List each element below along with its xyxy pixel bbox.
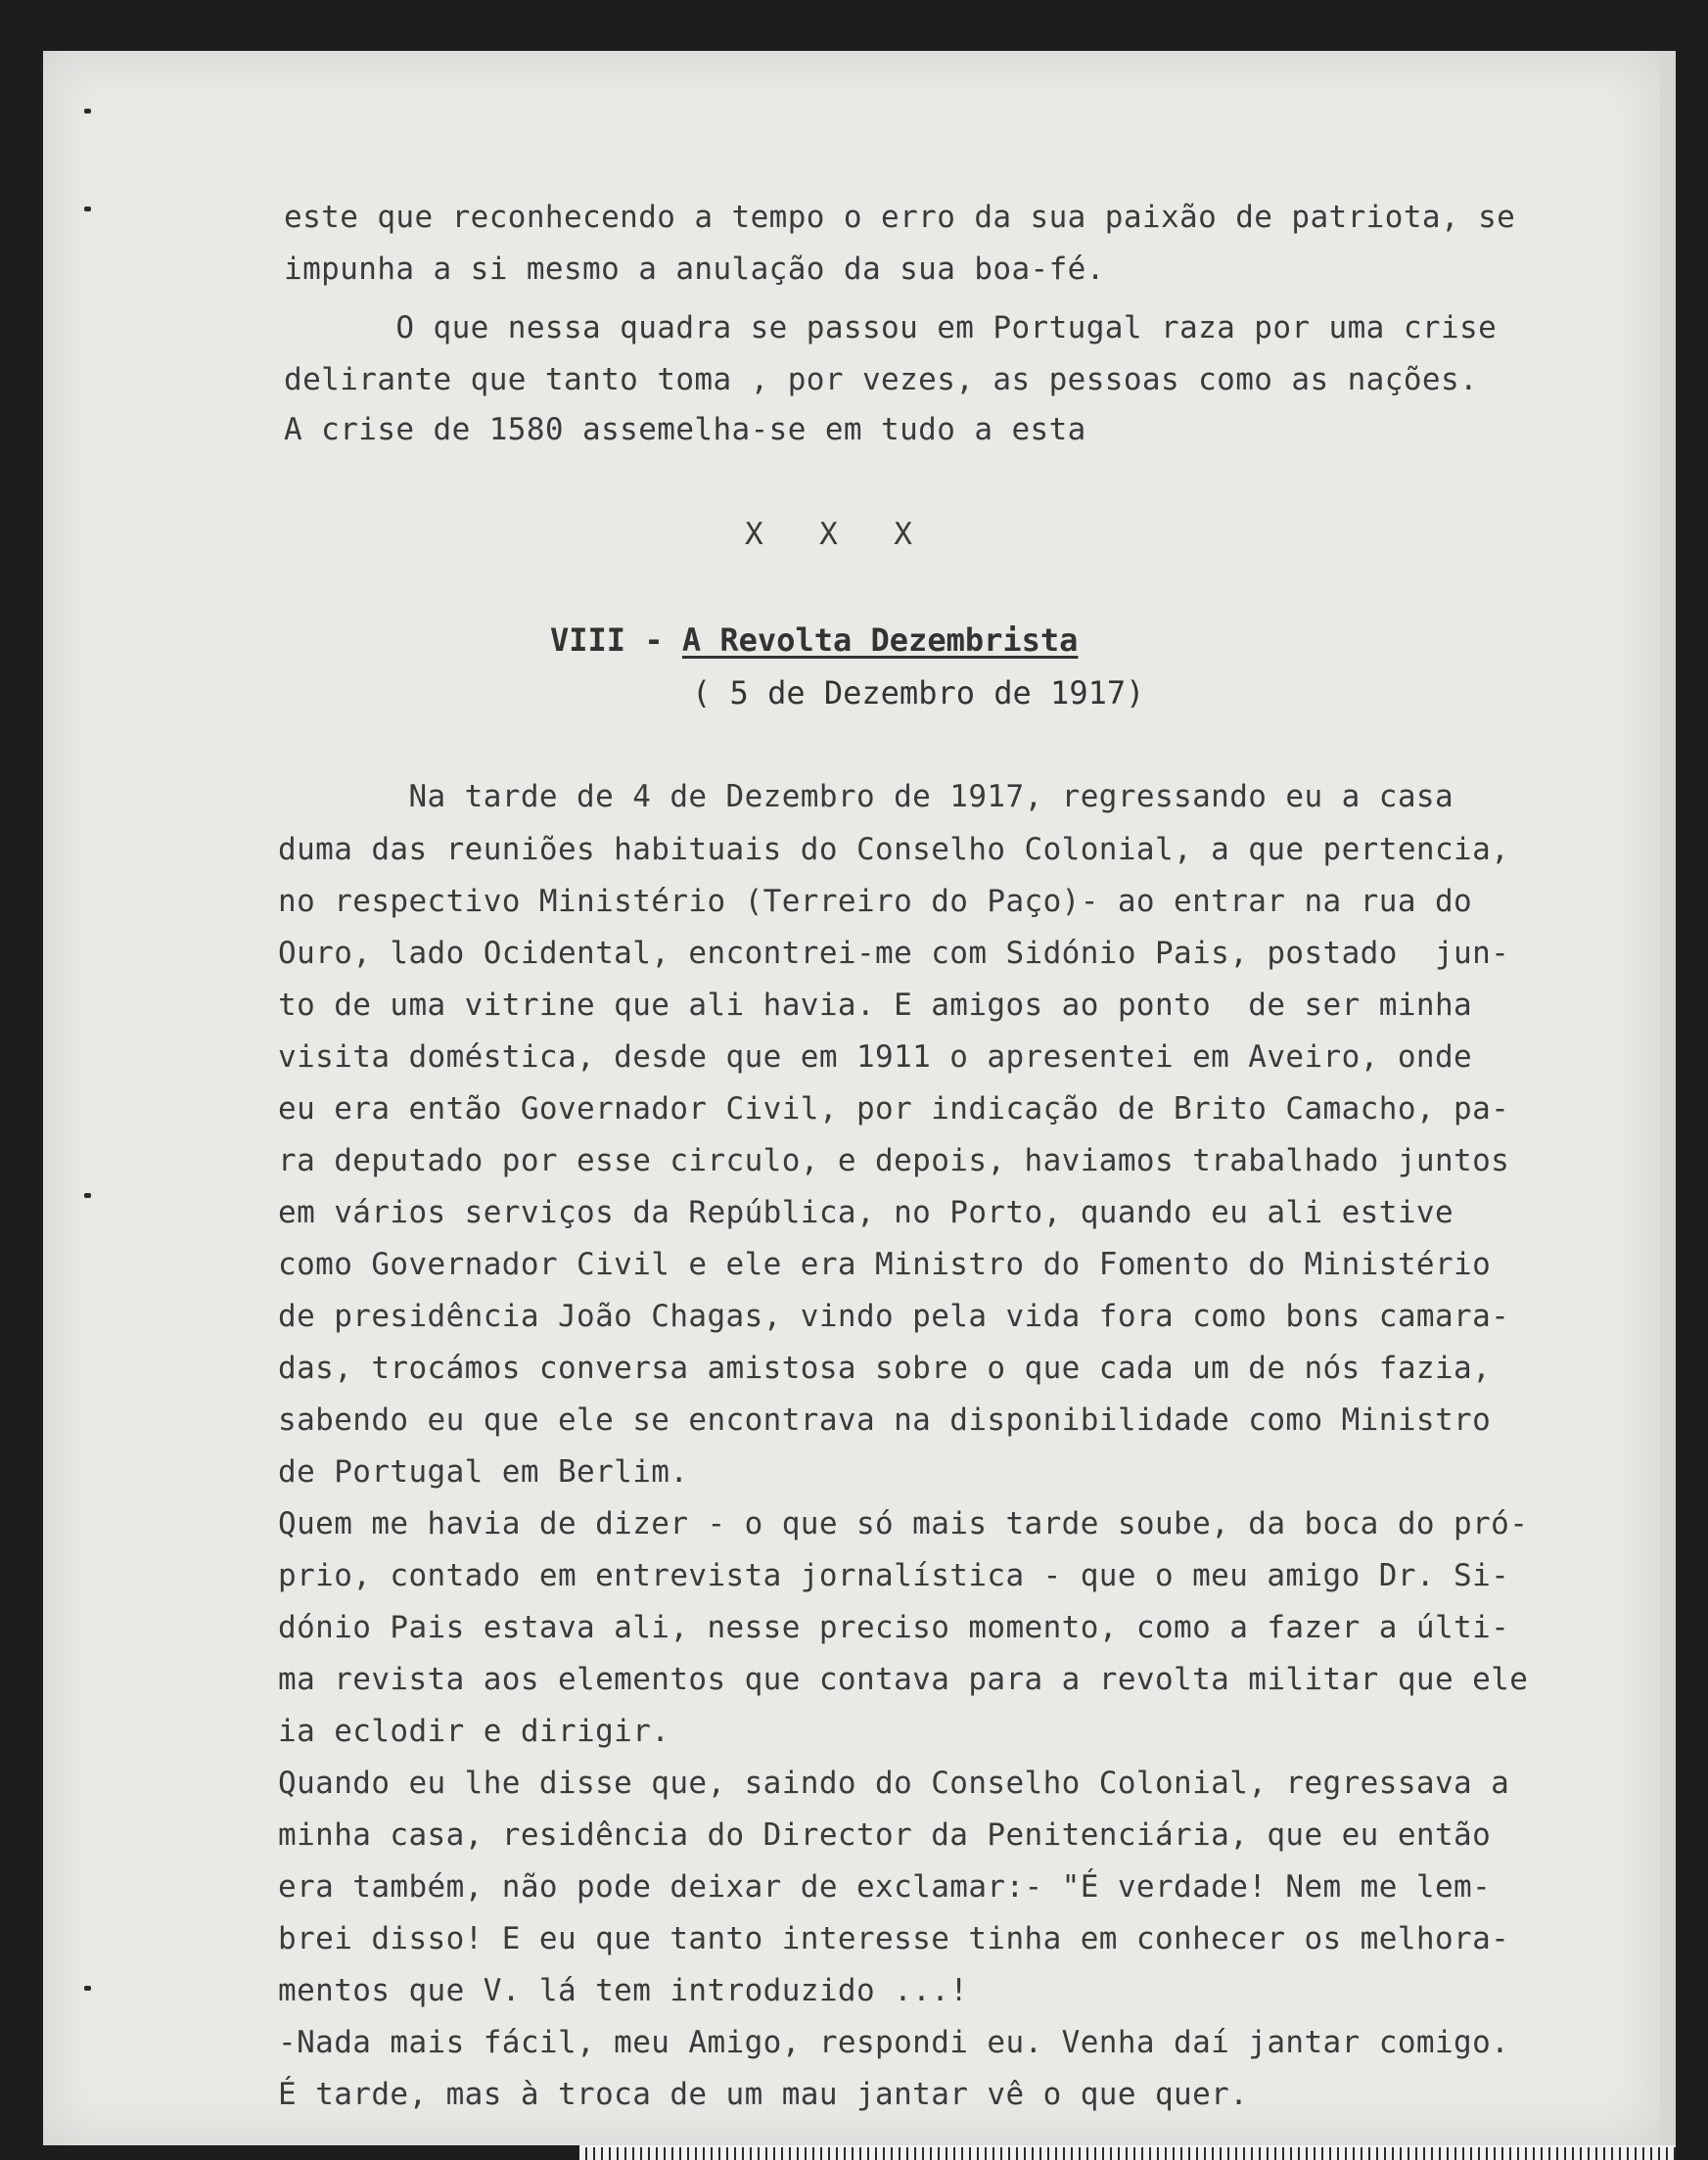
text-line: de Portugal em Berlim. xyxy=(278,1454,689,1490)
binder-hole-mark xyxy=(84,109,91,114)
text-line: era também, não pode deixar de exclamar:- "É verdade! Nem me lem- xyxy=(278,1869,1492,1905)
text-line: duma das reuniões habituais do Conselho Colonial, a que pertencia, xyxy=(278,832,1510,867)
text-line: em vários serviços da República, no Porto, quando eu ali estive xyxy=(278,1195,1454,1230)
text-line: impunha a si mesmo a anulação da sua boa-fé. xyxy=(284,252,1105,287)
text-line: este que reconhecendo a tempo o erro da sua paixão de patriota, se xyxy=(284,200,1516,235)
text-line: ra deputado por esse circulo, e depois, haviamos trabalhado juntos xyxy=(278,1143,1510,1178)
chapter-title: A Revolta Dezembrista xyxy=(681,621,1079,659)
chapter-number: VIII - xyxy=(550,621,682,659)
text-line: A crise de 1580 assemelha-se em tudo a esta xyxy=(284,412,1086,447)
binder-hole-mark xyxy=(84,1986,91,1991)
text-line: É tarde, mas à troca de um mau jantar vê o que quer. xyxy=(278,2077,1249,2112)
text-line: como Governador Civil e ele era Ministro do Fomento do Ministério xyxy=(278,1247,1492,1282)
section-divider: X X X xyxy=(745,517,913,552)
text-line: mentos que V. lá tem introduzido ...! xyxy=(278,1973,969,2008)
text-line: prio, contado em entrevista jornalística - que o meu amigo Dr. Si- xyxy=(278,1558,1510,1593)
text-line: delirante que tanto toma , por vezes, as pessoas como as nações. xyxy=(284,362,1479,397)
text-line: Na tarde de 4 de Dezembro de 1917, regressando eu a casa xyxy=(278,779,1454,814)
text-line: -Nada mais fácil, meu Amigo, respondi eu. Venha daí jantar comigo. xyxy=(278,2025,1510,2060)
text-line: de presidência João Chagas, vindo pela vida fora como bons camara- xyxy=(278,1299,1510,1334)
text-line: Quem me havia de dizer - o que só mais tarde soube, da boca do pró- xyxy=(278,1506,1529,1541)
chapter-date: ( 5 de Dezembro de 1917) xyxy=(692,674,1145,712)
text-line: O que nessa quadra se passou em Portugal raza por uma crise xyxy=(284,310,1498,345)
text-line: Ouro, lado Ocidental, encontrei-me com Sidónio Pais, postado jun- xyxy=(278,936,1510,971)
text-line: ma revista aos elementos que contava para a revolta militar que ele xyxy=(278,1662,1529,1697)
text-line: brei disso! E eu que tanto interesse tinha em conhecer os melhora- xyxy=(278,1921,1510,1956)
page-edge xyxy=(1660,51,1676,2145)
text-line: ia eclodir e dirigir. xyxy=(278,1714,670,1749)
text-line: sabendo eu que ele se encontrava na disponibilidade como Ministro xyxy=(278,1402,1492,1438)
text-line: Quando eu lhe disse que, saindo do Conselho Colonial, regressava a xyxy=(278,1766,1510,1801)
chapter-heading xyxy=(550,621,1078,659)
text-line: eu era então Governador Civil, por indicação de Brito Camacho, pa- xyxy=(278,1091,1510,1126)
binder-hole-mark xyxy=(84,1193,91,1198)
text-line: das, trocámos conversa amistosa sobre o que cada um de nós fazia, xyxy=(278,1351,1492,1386)
text-line: minha casa, residência do Director da Penitenciária, que eu então xyxy=(278,1817,1492,1853)
text-line: to de uma vitrine que ali havia. E amigos ao ponto de ser minha xyxy=(278,988,1473,1023)
binder-hole-mark xyxy=(84,207,91,211)
text-line: no respectivo Ministério (Terreiro do Paço)- ao entrar na rua do xyxy=(278,884,1473,919)
text-line: visita doméstica, desde que em 1911 o apresentei em Aveiro, onde xyxy=(278,1039,1473,1075)
text-line: dónio Pais estava ali, nesse preciso momento, como a fazer a últi- xyxy=(278,1610,1510,1645)
